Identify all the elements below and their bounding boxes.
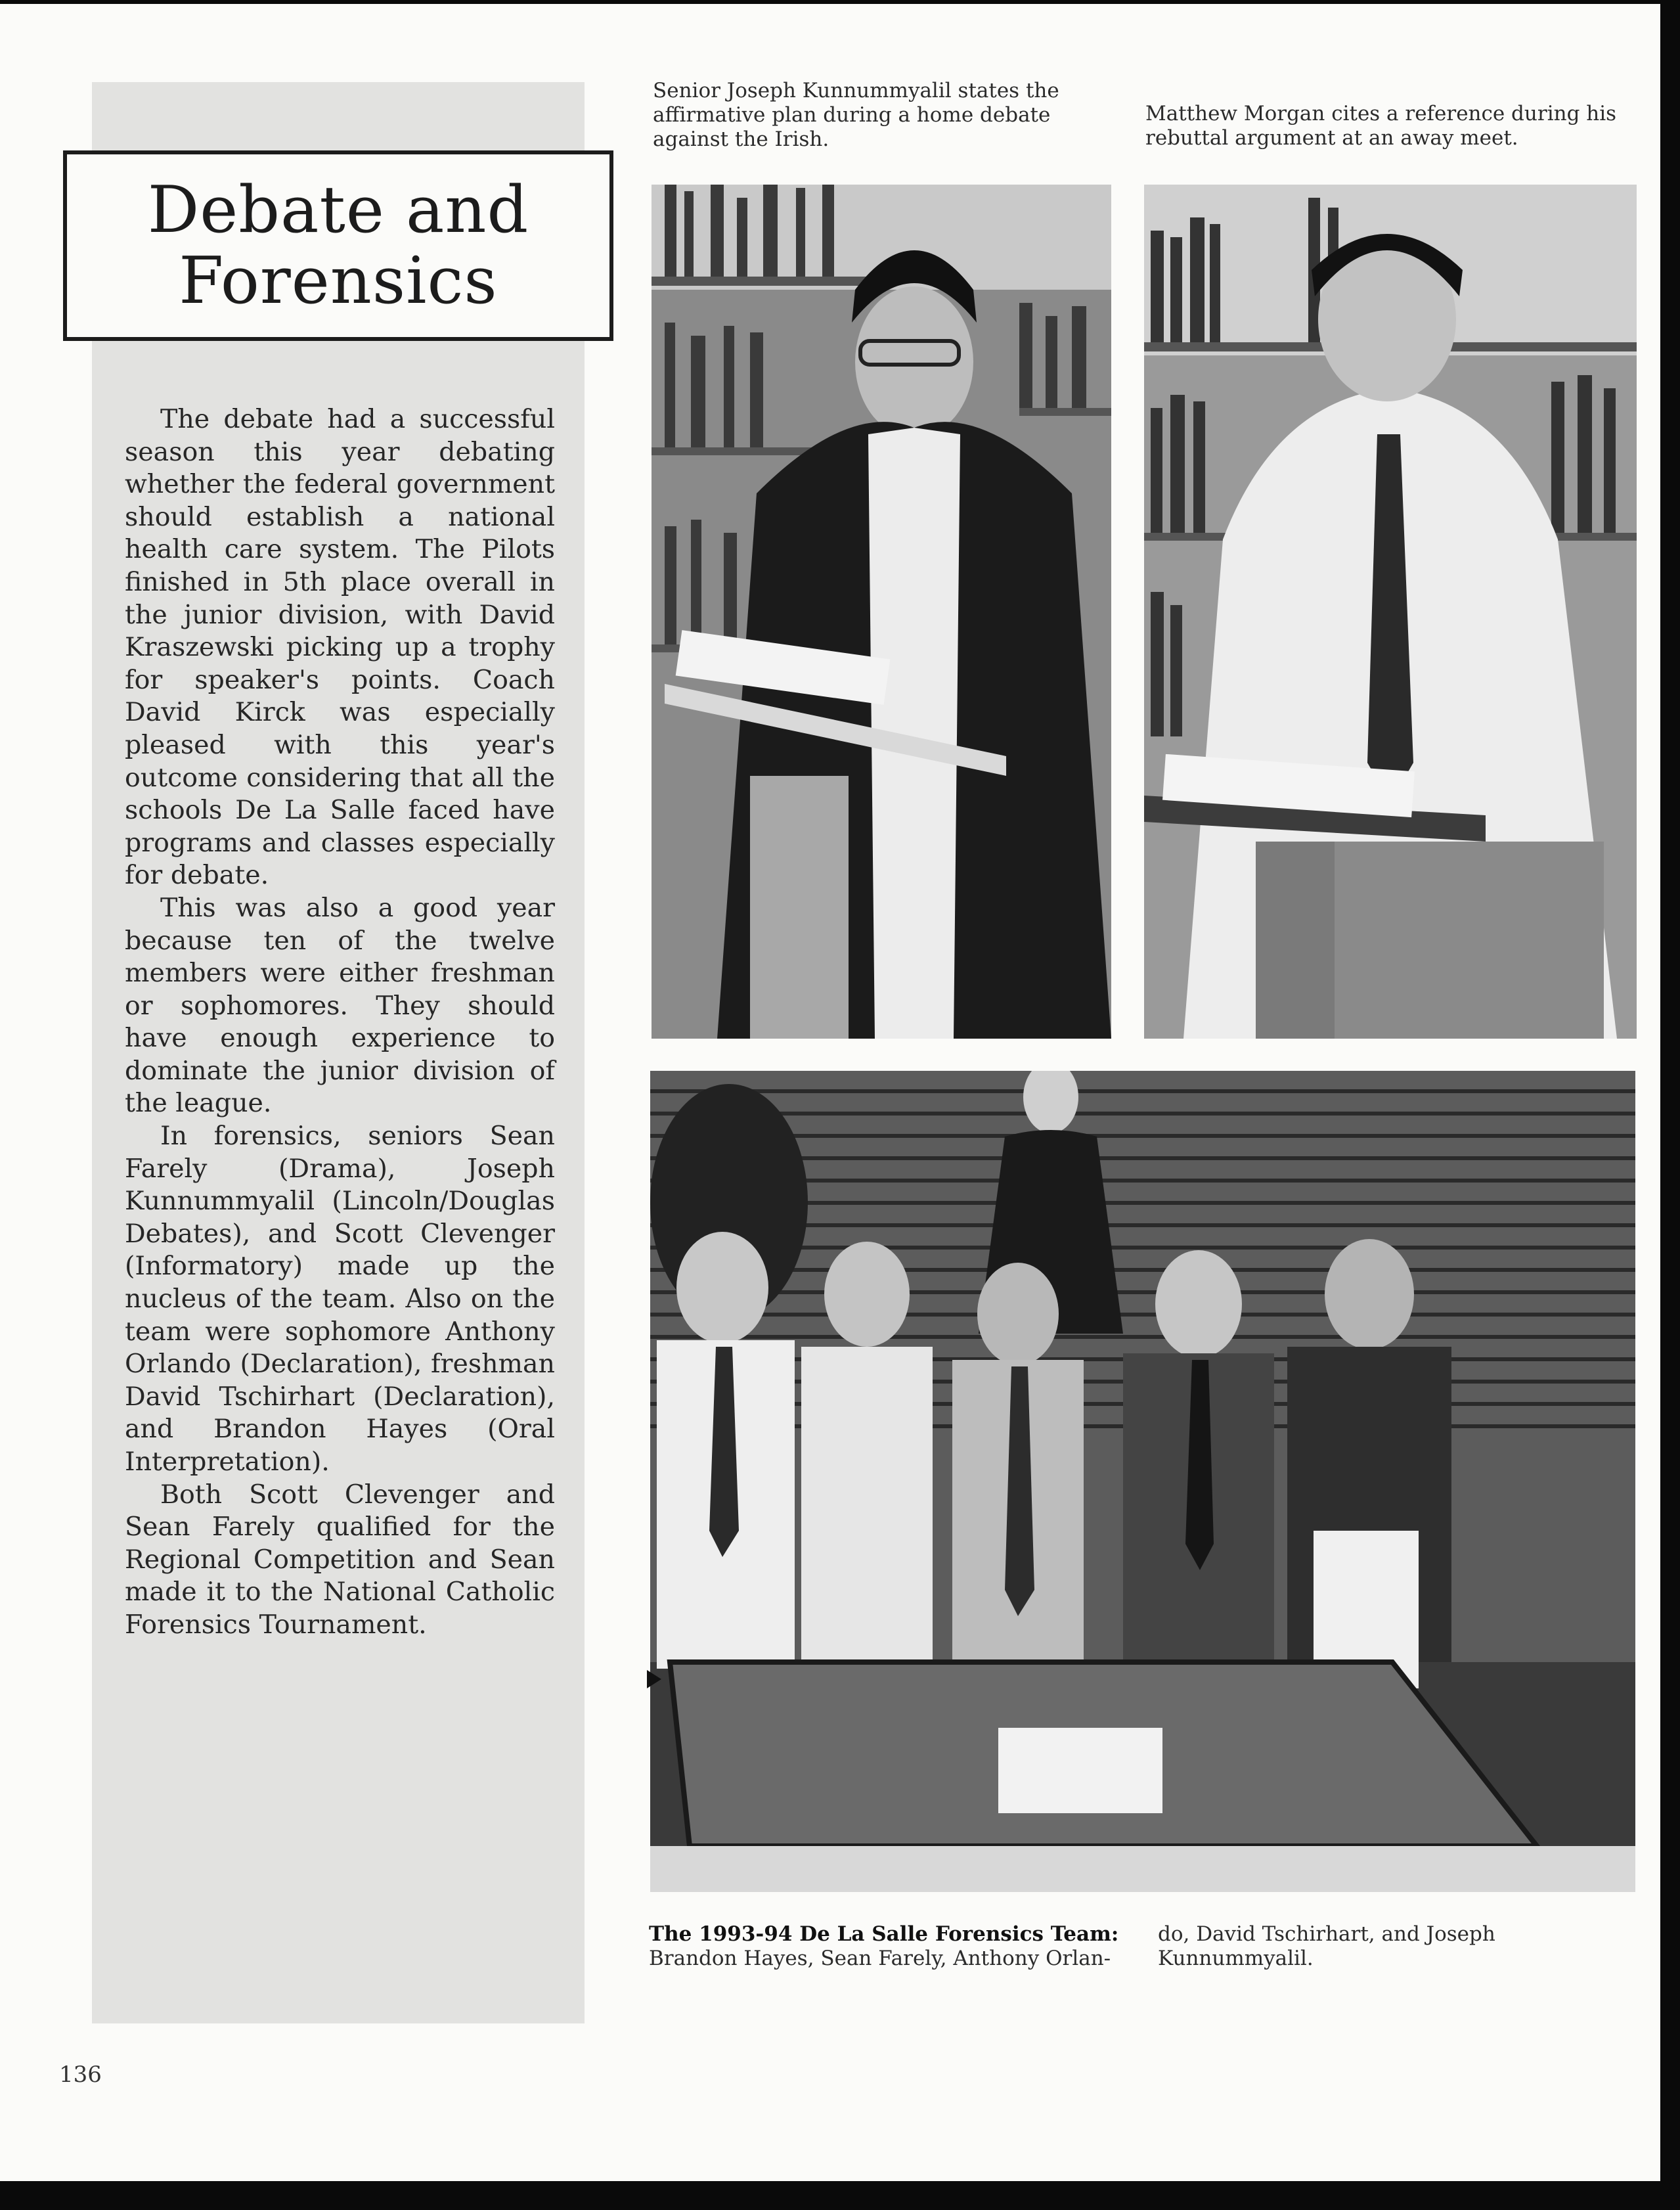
team-caption-heading: The 1993-94 De La Salle Forensics Team: (649, 1922, 1119, 1946)
headline-line-1: Debate and (147, 173, 529, 248)
team-caption-left (649, 1922, 1128, 1971)
article-paragraph: Both Scott Clevenger and Sean Farely qualified for the Regional Competition and Sean made it to the National Catholic Forensics Tournament. (125, 1479, 555, 1640)
photo-student-at-podium (652, 185, 1111, 1039)
photo-student-with-tie (1144, 185, 1637, 1039)
team-caption-names-left: Brandon Hayes, Sean Farely, Anthony Orlan- (649, 1947, 1111, 1970)
article-paragraph: In forensics, seniors Sean Farely (Drama), Joseph Kunnummyalil (Lincoln/Douglas Debates), and Scott Clevenger (Informatory) made up the nucleus of the team. Also on the team were sophomore Anthony Orlando (Declaration), freshman David Tschirhart (Declaration), and Brandon Hayes (Oral Interpretation). (125, 1121, 555, 1477)
photo-caption-morgan: Matthew Morgan cites a reference during his rebuttal argument at an away meet. (1145, 102, 1617, 150)
scan-bottom-border (0, 2181, 1680, 2210)
photo-caption-kunnummyalil: Senior Joseph Kunnummyalil states the affirmative plan during a home debate against the Irish. (653, 79, 1059, 151)
headline-box (63, 150, 613, 341)
page-number: 136 (59, 2062, 102, 2088)
article-paragraph: The debate had a successful season this year debating whether the federal government should establish a national health care system. The Pilots finished in 5th place overall in the junior division, with David Kraszewski picking up a trophy for speaker's points. Coach David Kirck was especially pleased with this year's outcome considering that all the schools De La Salle faced have programs and classes especially for debate. (125, 404, 555, 891)
scan-border (1660, 0, 1680, 2210)
article-body (125, 403, 555, 1642)
article-paragraph: This was also a good year because ten of the twelve members were either freshman or sophomores. They should have enough experience to dominate the junior division of the league. (125, 892, 555, 1119)
crop-mark (647, 1670, 661, 1688)
team-caption-right: do, David Tschirhart, and Joseph Kunnummyalil. (1158, 1922, 1495, 1970)
photo-forensics-team (650, 1071, 1635, 1892)
headline-line-2: Forensics (179, 244, 498, 319)
